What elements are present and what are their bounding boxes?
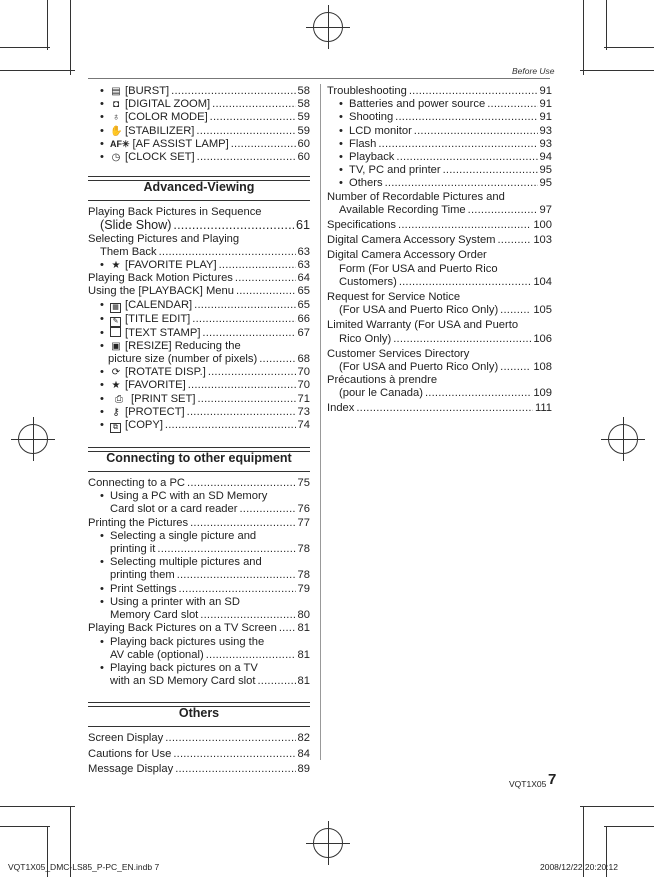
column-separator [320,84,321,760]
toc-entry-service-notice[interactable]: Request for Service Notice (For USA and Puerto Rico Only) ..... 105 [327,291,552,317]
clock-icon: ◷ [111,152,121,164]
header-rule [88,78,550,79]
section-header-advanced-viewing: Advanced-Viewing [88,176,310,198]
toc-entry-slideshow[interactable]: Playing Back Pictures in Sequence (Slide Show) ..... 61 [88,206,310,232]
toc-entry-connecting-pc[interactable]: Connecting to a PC ..... 75 [88,477,310,490]
model-code: VQT1X05 [509,779,547,789]
page-number: 7 [548,771,557,788]
toc-entry-tv-sd[interactable]: • Playing back pictures on a TV with an SD Memory Card slot ..... 81 [88,662,310,688]
toc-entry-tv-screen[interactable]: Playing Back Pictures on a TV Screen ..... 81 [88,622,310,635]
toc-entry-playback[interactable]: • Playback ..... 94 [327,151,552,164]
toc-entry-printing[interactable]: Printing the Pictures ..... 77 [88,517,310,530]
color-mode-icon: ♁ [112,112,120,124]
toc-entry-av-cable[interactable]: • Playing back pictures using the AV cable (optional) ..... 81 [88,636,310,662]
advanced-viewing-list [88,206,310,433]
toc-entry-accessory-order[interactable]: Digital Camera Accessory Order Form (For USA and Puerto Rico Customers) ..... 104 [327,249,552,289]
toc-entry-single-picture[interactable]: • Selecting a single picture and printing it ..... 78 [88,530,310,556]
star-icon: ★ [111,260,121,272]
rotate-icon: ⟳ [111,367,121,379]
registration-mark-top [313,12,343,42]
toc-entry-message-display[interactable]: Message Display ..... 89 [88,763,310,776]
copy-icon: ⧉ [110,423,121,433]
toc-entry-multiple-pictures[interactable]: • Selecting multiple pictures and printing them ..... 78 [88,556,310,582]
calendar-icon: ▦ [110,303,121,313]
toc-entry-others-trouble[interactable]: • Others ..... 95 [327,177,552,190]
toc-entry-flash[interactable]: • Flash ..... 93 [327,138,552,151]
print-set-icon: ⎙ [115,393,123,405]
toc-entry-specifications[interactable]: Specifications ..... 100 [327,219,552,232]
registration-mark-left [18,424,48,454]
toc-entry-troubleshooting[interactable]: Troubleshooting ..... 91 [327,85,552,98]
toc-entry-copy[interactable]: • ⧉ [COPY] ..... 74 [88,419,310,433]
toc-entry-rotate-disp[interactable]: • ⟳ [ROTATE DISP.] ..... 70 [88,366,310,379]
section-label: Before Use [512,66,555,76]
toc-entry-stabilizer[interactable]: • ✋ [STABILIZER] ..... 59 [88,125,310,138]
key-icon: ⚷ [112,406,120,418]
toc-entry-lcd-monitor[interactable]: • LCD monitor ..... 93 [327,125,552,138]
star-icon: ★ [111,380,121,392]
toc-entry-digital-zoom[interactable]: • ◘ [DIGITAL ZOOM] ..... 58 [88,98,310,111]
toc-entry-batteries[interactable]: • Batteries and power source ..... 91 [327,98,552,111]
left-column [88,85,310,776]
toc-entry-cautions[interactable]: Cautions for Use ..... 84 [88,748,310,761]
section-header-connecting: Connecting to other equipment [88,447,310,469]
toc-entry-selecting-pictures[interactable]: Selecting Pictures and Playing Them Back ..... 63 [88,233,310,259]
footer-file-name: VQT1X05_DMC-LS85_P-PC_EN.indb 7 [8,862,160,872]
toc-entry-print-set[interactable]: • ⎙ [PRINT SET] ..... 71 [88,393,310,406]
af-assist-icon: AF✳ [110,138,130,149]
toc-entry-precautions[interactable]: Précautions à prendre (pour le Canada) ..... 109 [327,374,552,400]
toc-entry-customer-services[interactable]: Customer Services Directory (For USA and Puerto Rico Only) ..... 108 [327,348,552,374]
toc-entry-tv-pc-printer[interactable]: • TV, PC and printer ..... 95 [327,164,552,177]
resize-icon: ▣ [111,340,121,352]
stabilizer-icon: ✋ [110,125,123,137]
toc-entry-favorite-play[interactable]: • ★ [FAVORITE PLAY] ..... 63 [88,259,310,272]
text-stamp-icon [110,327,121,337]
toc-entry-clock-set[interactable]: • ◷ [CLOCK SET] ..... 60 [88,151,310,164]
toc-entry-af-assist[interactable]: • AF✳ [AF ASSIST LAMP] ..... 60 [88,138,310,151]
toc-entry-accessory-system[interactable]: Digital Camera Accessory System ..... 103 [327,234,552,247]
top-items-list [88,85,310,164]
toc-entry-calendar[interactable]: • ▦ [CALENDAR] ..... 65 [88,299,310,313]
toc-entry-favorite[interactable]: • ★ [FAVORITE] ..... 70 [88,379,310,392]
toc-entry-motion-pictures[interactable]: Playing Back Motion Pictures ..... 64 [88,272,310,285]
title-edit-icon: ✎ [110,317,121,327]
registration-mark-bottom [313,828,343,858]
right-column [327,85,552,415]
digital-zoom-icon: ◘ [112,99,120,111]
toc-entry-protect[interactable]: • ⚷ [PROTECT] ..... 73 [88,406,310,419]
toc-entry-pc-sd[interactable]: • Using a PC with an SD Memory Card slot or a card reader ..... 76 [88,490,310,516]
toc-entry-shooting[interactable]: • Shooting ..... 91 [327,111,552,124]
burst-icon: ▤ [111,86,121,97]
toc-entry-index[interactable]: Index ..... 111 [327,402,552,415]
section-header-others: Others [88,702,310,724]
toc-entry-title-edit[interactable]: • ✎ [TITLE EDIT] ..... 66 [88,313,310,327]
toc-entry-screen-display[interactable]: Screen Display ..... 82 [88,732,310,745]
others-list [88,732,310,776]
toc-entry-printer-sd[interactable]: • Using a printer with an SD Memory Card slot ..... 80 [88,596,310,622]
toc-entry-burst[interactable]: • ▤ [BURST] ..... 58 [88,85,310,98]
toc-entry-recordable[interactable]: Number of Recordable Pictures and Available Recording Time ..... 97 [327,191,552,217]
toc-entry-playback-menu[interactable]: Using the [PLAYBACK] Menu ..... 65 [88,285,310,298]
toc-entry-warranty[interactable]: Limited Warranty (For USA and Puerto Rico Only) ..... 106 [327,319,552,345]
toc-entry-color-mode[interactable]: • ♁ [COLOR MODE] ..... 59 [88,111,310,124]
registration-mark-right [608,424,638,454]
footer-timestamp: 2008/12/22 20:20:12 [540,862,618,872]
toc-entry-print-settings[interactable]: • Print Settings ..... 79 [88,583,310,596]
connecting-list [88,477,310,688]
toc-entry-text-stamp[interactable]: • [TEXT STAMP] ..... 67 [88,327,310,340]
toc-entry-resize[interactable]: • ▣ [RESIZE] Reducing the picture size (number of pixels) ..... 68 [88,340,310,366]
